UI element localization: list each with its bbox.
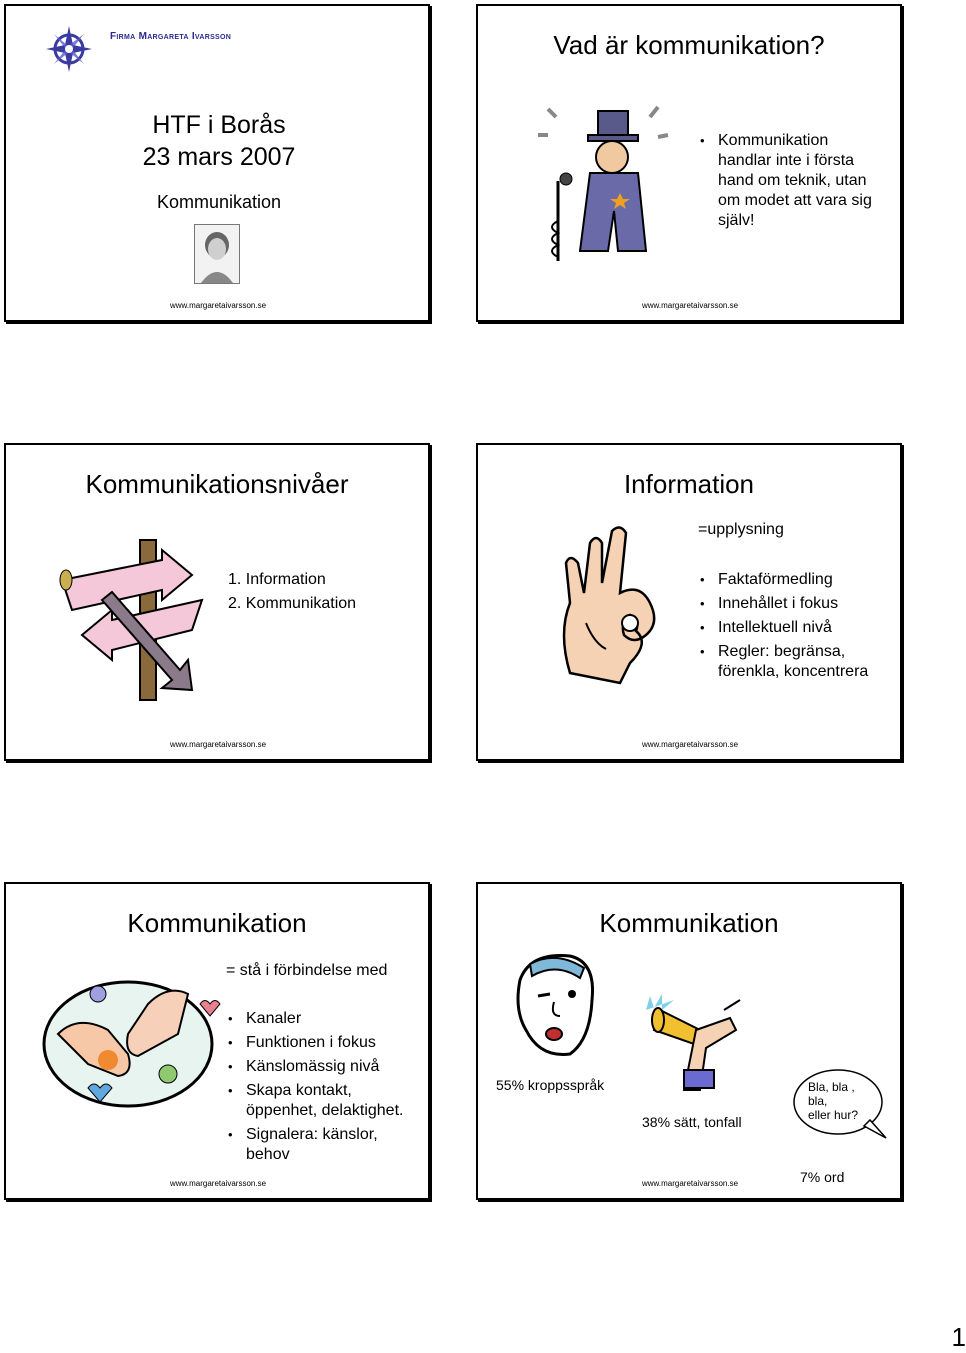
bullet-item: • Signalera: känslor, behov [228,1125,418,1165]
list-item: 1. Information [228,571,326,588]
portrait-photo-icon [194,224,240,284]
bullet-item: • Regler: begränsa, förenkla, koncentrera [700,642,890,682]
website-url: www.margaretaivarsson.se [170,1179,267,1188]
speech-line-2: bla, [808,1094,828,1108]
title-line-2: 23 mars 2007 [142,143,296,171]
man-with-megaphone-icon [640,990,750,1100]
slide-1 [4,4,430,322]
slide-4 [476,443,902,761]
page-number: 1 [951,1322,966,1352]
speech-bubble [790,1066,890,1140]
website-url: www.margaretaivarsson.se [642,740,739,749]
bullet-item: • Känslomässig nivå [228,1057,418,1077]
bullet-item: • Funktionen i fokus [228,1033,418,1053]
slide-2 [476,4,902,322]
bullet-item: • Innehållet i fokus [700,594,890,614]
speech-text [808,1080,858,1122]
bullet-item: • Intellektuell nivå [700,618,890,638]
slide-6 [476,882,902,1200]
winking-face-icon [510,950,600,1060]
speech-line-1: Bla, bla , [808,1080,855,1094]
bullet-item: • Skapa kontakt, öppenhet, delaktighet. [228,1081,418,1121]
website-url: www.margaretaivarsson.se [170,740,267,749]
slide4-subtitle: =upplysning [698,521,784,538]
speech-line-3: eller hur? [808,1108,859,1122]
ok-hand-gesture-icon [550,523,670,683]
slide6-title: Kommunikation [599,908,779,938]
bullet-item: • Kanaler [228,1009,418,1029]
list-item: 2. Kommunikation [228,595,357,612]
speaker-with-microphone-icon [528,101,668,271]
slide2-bullets [700,131,886,235]
bullet-item: • Kommunikation handlar inte i första hand om teknik, utan om modet att vara sig själv! [700,131,886,231]
slide4-bullets [700,570,890,686]
label-words: 7% ord [800,1169,845,1185]
handshake-circle-icon [38,964,218,1114]
slide-3 [4,443,430,761]
slide-5 [4,882,430,1200]
slide2-title: Vad är kommunikation? [553,30,825,60]
slide4-title: Information [623,469,755,499]
website-url: www.margaretaivarsson.se [170,301,267,310]
logo-text: Firma Margareta Ivarsson [110,31,232,42]
slide1-title [6,109,432,173]
compass-logo-icon [44,24,94,74]
slide5-title: Kommunikation [127,908,307,938]
slide3-title: Kommunikationsnivåer [85,469,349,499]
slide5-bullets [228,1009,418,1169]
slide1-subtitle: Kommunikation [156,192,282,212]
label-tone: 38% sätt, tonfall [642,1114,742,1130]
slide3-list [228,568,356,616]
slide5-subtitle: = stå i förbindelse med [226,962,388,979]
website-url: www.margaretaivarsson.se [642,301,739,310]
website-url: www.margaretaivarsson.se [642,1179,739,1188]
label-body-language: 55% kroppsspråk [496,1077,605,1093]
bullet-item: • Faktaförmedling [700,570,890,590]
title-line-1: HTF i Borås [152,111,286,139]
signpost-arrows-icon [52,540,212,700]
